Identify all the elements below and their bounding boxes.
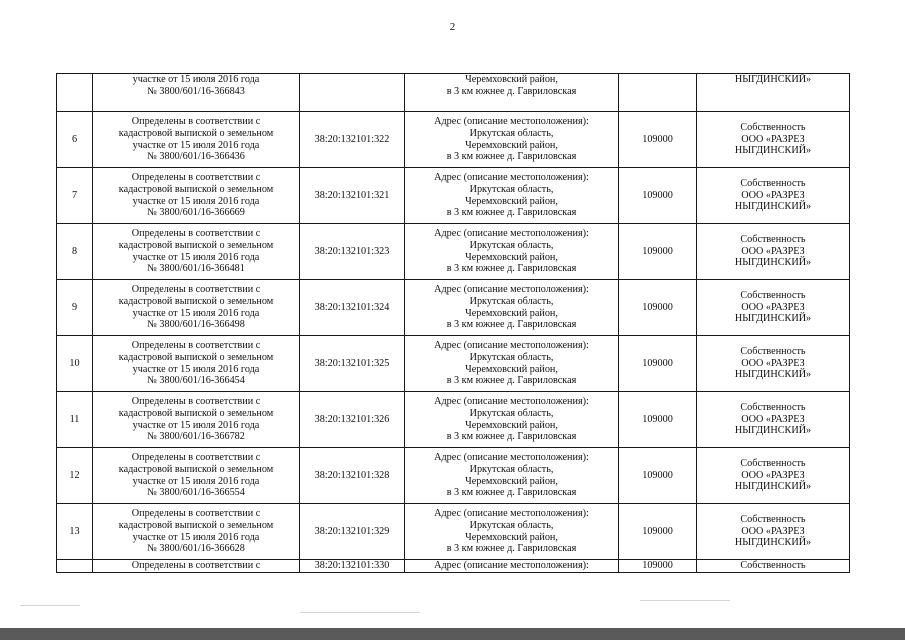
text-line: НЫГДИНСКИЙ»	[734, 257, 812, 269]
text-line: участке от 15 июля 2016 года	[132, 475, 260, 487]
table-row	[57, 168, 850, 224]
text-line: НЫГДИНСКИЙ»	[734, 425, 812, 437]
cell-description	[93, 168, 300, 224]
text-line: Определены в соответствии с	[131, 228, 261, 240]
cell-description	[93, 224, 300, 280]
text-line: ООО «РАЗРЕЗ	[741, 301, 805, 313]
cell-address	[405, 224, 619, 280]
text-line: Собственность	[740, 514, 806, 526]
text-line: Адрес (описание местоположения):	[434, 228, 589, 240]
text-line: 38:20:132101:324	[314, 301, 390, 313]
table-row-partial	[57, 560, 850, 573]
text-line: участке от 15 июля 2016 года	[132, 531, 260, 543]
text-line: кадастровой выпиской о земельном	[118, 295, 274, 307]
text-line: участке от 15 июля 2016 года	[132, 74, 260, 85]
cell-area	[619, 448, 697, 504]
scan-artifact	[640, 600, 730, 601]
text-line: Адрес (описание местоположения):	[434, 560, 589, 571]
cell-address	[405, 504, 619, 560]
text-line: 38:20:132101:325	[314, 357, 390, 369]
cell-number	[57, 280, 93, 336]
cell-area	[619, 280, 697, 336]
text-line: Черемховский район,	[465, 475, 558, 487]
text-line: 109000	[642, 301, 673, 313]
cell-owner	[697, 74, 850, 112]
text-line: участке от 15 июля 2016 года	[132, 139, 260, 151]
cell-address	[405, 560, 619, 573]
text-line: 109000	[642, 413, 673, 425]
text-line: Черемховский район,	[465, 307, 558, 319]
text-line: кадастровой выпиской о земельном	[118, 183, 274, 195]
cell-address	[405, 392, 619, 448]
cell-description	[93, 448, 300, 504]
text-line: 38:20:132101:323	[314, 245, 390, 257]
table-row	[57, 336, 850, 392]
text-line: НЫГДИНСКИЙ»	[734, 481, 812, 493]
cell-cadastral	[300, 112, 405, 168]
cell-description	[93, 336, 300, 392]
text-line: кадастровой выпиской о земельном	[118, 127, 274, 139]
text-line: 6	[71, 133, 78, 145]
text-line: Собственность	[740, 402, 806, 414]
cell-owner	[697, 560, 850, 573]
cell-number	[57, 224, 93, 280]
cell-address	[405, 280, 619, 336]
text-line: Иркутская область,	[469, 463, 554, 475]
cell-description	[93, 504, 300, 560]
cell-number	[57, 448, 93, 504]
text-line: 109000	[642, 133, 673, 145]
text-line: Черемховский район,	[465, 195, 558, 207]
cell-address	[405, 336, 619, 392]
text-line: Иркутская область,	[469, 183, 554, 195]
table-body	[57, 74, 850, 573]
text-line: Черемховский район,	[465, 139, 558, 151]
cell-owner	[697, 280, 850, 336]
text-line: кадастровой выпиской о земельном	[118, 239, 274, 251]
cell-cadastral	[300, 560, 405, 573]
text-line: Иркутская область,	[469, 127, 554, 139]
text-line: участке от 15 июля 2016 года	[132, 195, 260, 207]
text-line: Черемховский район,	[465, 74, 558, 85]
cell-address	[405, 74, 619, 112]
cell-area	[619, 560, 697, 573]
cell-cadastral	[300, 336, 405, 392]
cell-owner	[697, 392, 850, 448]
cell-area	[619, 168, 697, 224]
text-line: в 3 км южнее д. Гавриловская	[446, 151, 577, 163]
text-line: 109000	[642, 525, 673, 537]
text-line: ООО «РАЗРЕЗ	[741, 357, 805, 369]
text-line: Черемховский район,	[465, 531, 558, 543]
cell-owner	[697, 336, 850, 392]
cell-number	[57, 168, 93, 224]
text-line: Собственность	[740, 234, 806, 246]
text-line: № 3800/601/16-366436	[147, 151, 245, 163]
text-line: Определены в соответствии с	[131, 284, 261, 296]
text-line: ООО «РАЗРЕЗ	[741, 189, 805, 201]
text-line: участке от 15 июля 2016 года	[132, 251, 260, 263]
cell-number	[57, 504, 93, 560]
text-line: Черемховский район,	[465, 363, 558, 375]
text-line: № 3800/601/16-366669	[147, 207, 245, 219]
page-number: 2	[449, 21, 456, 33]
text-line: Адрес (описание местоположения):	[434, 508, 589, 520]
text-line: Иркутская область,	[469, 519, 554, 531]
table-row	[57, 392, 850, 448]
cell-description	[93, 112, 300, 168]
text-line: ООО «РАЗРЕЗ	[741, 469, 805, 481]
text-line: Собственность	[740, 346, 806, 358]
cell-cadastral	[300, 504, 405, 560]
cell-cadastral	[300, 224, 405, 280]
text-line: № 3800/601/16-366554	[147, 487, 245, 499]
cell-description	[93, 74, 300, 112]
text-line: Адрес (описание местоположения):	[434, 116, 589, 128]
text-line: в 3 км южнее д. Гавриловская	[446, 207, 577, 219]
land-plots-table	[56, 73, 850, 573]
cell-address	[405, 112, 619, 168]
text-line: в 3 км южнее д. Гавриловская	[446, 263, 577, 275]
text-line: № 3800/601/16-366843	[147, 85, 245, 97]
text-line: 8	[71, 245, 78, 257]
text-line: Адрес (описание местоположения):	[434, 172, 589, 184]
text-line: НЫГДИНСКИЙ»	[734, 537, 812, 549]
cell-cadastral	[300, 392, 405, 448]
text-line: ООО «РАЗРЕЗ	[741, 525, 805, 537]
cell-area	[619, 112, 697, 168]
text-line: Собственность	[740, 178, 806, 190]
table-row	[57, 280, 850, 336]
text-line: № 3800/601/16-366481	[147, 263, 245, 275]
text-line: 109000	[642, 560, 673, 571]
cell-cadastral	[300, 280, 405, 336]
text-line: Иркутская область,	[469, 239, 554, 251]
text-line: в 3 км южнее д. Гавриловская	[446, 85, 577, 97]
cell-description	[93, 280, 300, 336]
text-line: Адрес (описание местоположения):	[434, 340, 589, 352]
text-line: 9	[71, 301, 78, 313]
text-line: Определены в соответствии с	[131, 172, 261, 184]
text-line: 38:20:132101:326	[314, 413, 390, 425]
cell-number	[57, 392, 93, 448]
cell-number	[57, 112, 93, 168]
cell-cadastral	[300, 168, 405, 224]
cell-area	[619, 224, 697, 280]
text-line: в 3 км южнее д. Гавриловская	[446, 431, 577, 443]
text-line: 38:20:132101:322	[314, 133, 390, 145]
scan-artifact	[300, 612, 420, 613]
text-line: 13	[69, 525, 80, 537]
text-line: 10	[69, 357, 80, 369]
cell-description	[93, 392, 300, 448]
text-line: участке от 15 июля 2016 года	[132, 363, 260, 375]
text-line: ООО «РАЗРЕЗ	[741, 133, 805, 145]
text-line: НЫГДИНСКИЙ»	[734, 313, 812, 325]
text-line: участке от 15 июля 2016 года	[132, 307, 260, 319]
text-line: 12	[69, 469, 80, 481]
text-line: 38:20:132101:330	[314, 560, 390, 571]
cell-owner	[697, 112, 850, 168]
cell-cadastral	[300, 74, 405, 112]
cell-cadastral	[300, 448, 405, 504]
cell-area	[619, 392, 697, 448]
text-line: Определены в соответствии с	[131, 340, 261, 352]
text-line: Определены в соответствии с	[131, 396, 261, 408]
scan-edge-shadow	[0, 628, 905, 640]
text-line: Адрес (описание местоположения):	[434, 284, 589, 296]
text-line: Определены в соответствии с	[131, 508, 261, 520]
cell-area	[619, 74, 697, 112]
text-line: Иркутская область,	[469, 351, 554, 363]
text-line: Определены в соответствии с	[131, 452, 261, 464]
text-line: в 3 км южнее д. Гавриловская	[446, 487, 577, 499]
cell-address	[405, 448, 619, 504]
text-line: Иркутская область,	[469, 295, 554, 307]
cell-description	[93, 560, 300, 573]
text-line: кадастровой выпиской о земельном	[118, 351, 274, 363]
text-line: 109000	[642, 245, 673, 257]
text-line: Определены в соответствии с	[131, 116, 261, 128]
text-line: кадастровой выпиской о земельном	[118, 407, 274, 419]
text-line: НЫГДИНСКИЙ»	[734, 369, 812, 381]
text-line: № 3800/601/16-366782	[147, 431, 245, 443]
table-row-continued	[57, 74, 850, 112]
cell-address	[405, 168, 619, 224]
cell-number	[57, 560, 93, 573]
text-line: Собственность	[740, 458, 806, 470]
text-line: 38:20:132101:328	[314, 469, 390, 481]
cell-owner	[697, 448, 850, 504]
text-line: 109000	[642, 469, 673, 481]
text-line: ООО «РАЗРЕЗ	[741, 413, 805, 425]
text-line: кадастровой выпиской о земельном	[118, 463, 274, 475]
scan-artifact	[20, 605, 80, 606]
cell-owner	[697, 168, 850, 224]
text-line: кадастровой выпиской о земельном	[118, 519, 274, 531]
text-line: НЫГДИНСКИЙ»	[734, 74, 812, 85]
cell-owner	[697, 224, 850, 280]
text-line: Собственность	[740, 122, 806, 134]
cell-area	[619, 504, 697, 560]
table-row	[57, 224, 850, 280]
text-line: участке от 15 июля 2016 года	[132, 419, 260, 431]
text-line: в 3 км южнее д. Гавриловская	[446, 375, 577, 387]
cell-number	[57, 336, 93, 392]
text-line: в 3 км южнее д. Гавриловская	[446, 319, 577, 331]
text-line: 38:20:132101:321	[314, 189, 390, 201]
text-line: 11	[69, 413, 80, 425]
text-line: Черемховский район,	[465, 419, 558, 431]
cell-owner	[697, 504, 850, 560]
text-line: № 3800/601/16-366454	[147, 375, 245, 387]
table-row	[57, 504, 850, 560]
text-line: НЫГДИНСКИЙ»	[734, 201, 812, 213]
text-line: Черемховский район,	[465, 251, 558, 263]
cell-number	[57, 74, 93, 112]
table-row	[57, 448, 850, 504]
text-line: НЫГДИНСКИЙ»	[734, 145, 812, 157]
text-line: Иркутская область,	[469, 407, 554, 419]
text-line: Адрес (описание местоположения):	[434, 396, 589, 408]
text-line: 38:20:132101:329	[314, 525, 390, 537]
text-line: Собственность	[740, 290, 806, 302]
table-row	[57, 112, 850, 168]
text-line: № 3800/601/16-366628	[147, 543, 245, 555]
cell-area	[619, 336, 697, 392]
text-line: 109000	[642, 357, 673, 369]
text-line: 109000	[642, 189, 673, 201]
text-line: 7	[71, 189, 78, 201]
text-line: Собственность	[740, 560, 806, 571]
text-line: № 3800/601/16-366498	[147, 319, 245, 331]
text-line: в 3 км южнее д. Гавриловская	[446, 543, 577, 555]
text-line: Адрес (описание местоположения):	[434, 452, 589, 464]
text-line: Определены в соответствии с	[131, 560, 261, 571]
text-line: ООО «РАЗРЕЗ	[741, 245, 805, 257]
